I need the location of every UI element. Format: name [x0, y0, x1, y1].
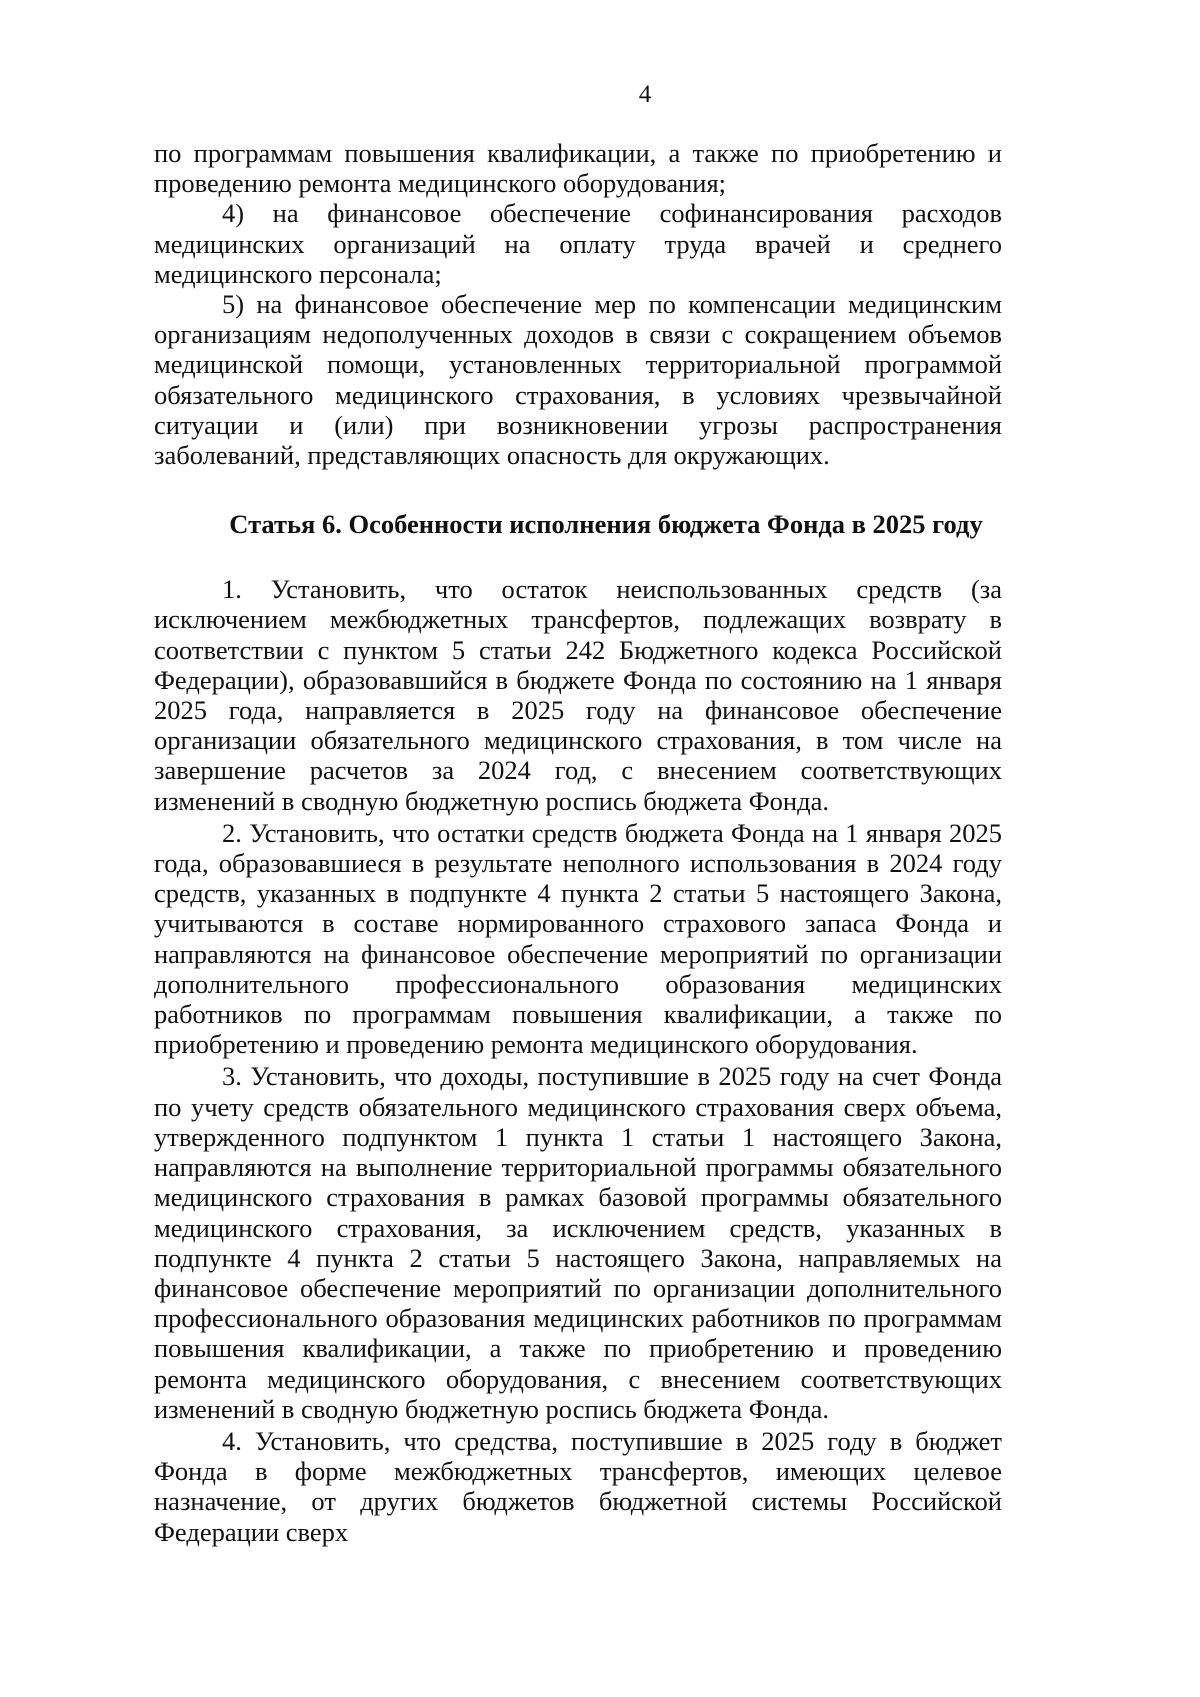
page-number: 4	[638, 81, 652, 108]
article-paragraph-3: 3. Установить, что доходы, поступившие в 2025 году на счет Фонда по учету средств обязательного медицинского страхования сверх объема, утвержденного подпунктом 1 пункта 1 статьи 1 настоящего Закона, направляются на выполнение территориальной программы обязательного медицинского страхования в рамках базовой программы обязательного медицинского страхования, за исключением средств, указанных в подпункте 4 пункта 2 статьи 5 настоящего Закона, направляемых на финансовое обеспечение мероприятий по организации дополнительного профессионального образования медицинских работников по программам повышения квалификации, а также по приобретению и проведению ремонта медицинского оборудования, с внесением соответствующих изменений в сводную бюджетную роспись бюджета Фонда.	[154, 1061, 1002, 1424]
article-heading: Статья 6. Особенности исполнения бюджета Фонда в 2025 году	[229, 509, 983, 540]
document-body	[154, 138, 1002, 1547]
article-paragraph-4: 4. Установить, что средства, поступившие в 2025 году в бюджет Фонда в форме межбюджетных трансфертов, имеющих целевое назначение, от других бюджетов бюджетной системы Российской Федерации сверх	[154, 1425, 1002, 1547]
article-paragraph-1: 1. Установить, что остаток неиспользованных средств (за исключением межбюджетных трансфертов, подлежащих возврату в соответствии с пунктом 5 статьи 242 Бюджетного кодекса Российской Федерации), образовавшийся в бюджете Фонда по состоянию на 1 января 2025 года, направляется в 2025 году на финансовое обеспечение организации обязательного медицинского страхования, в том числе на завершение расчетов за 2024 год, с внесением соответствующих изменений в сводную бюджетную роспись бюджета Фонда.	[154, 574, 1002, 816]
intro-paragraph-continuation: по программам повышения квалификации, а также по приобретению и проведению ремонта медицинского оборудования;	[154, 138, 1002, 199]
article-paragraph-2: 2. Установить, что остатки средств бюджета Фонда на 1 января 2025 года, образовавшиеся в результате неполного использования в 2024 году средств, указанных в подпункте 4 пункта 2 статьи 5 настоящего Закона, учитываются в составе нормированного страхового запаса Фонда и направляются на финансовое обеспечение мероприятий по организации дополнительного профессионального образования медицинских работников по программам повышения квалификации, а также по приобретению и проведению ремонта медицинского оборудования.	[154, 817, 1002, 1060]
intro-paragraph-item-5: 5) на финансовое обеспечение мер по компенсации медицинским организациям недополученных доходов в связи с сокращением объемов медицинской помощи, установленных территориальной программой обязательного медицинского страхования, в условиях чрезвычайной ситуации и (или) при возникновении угрозы распространения заболеваний, представляющих опасность для окружающих.	[154, 289, 1002, 471]
intro-paragraph-item-4: 4) на финансовое обеспечение софинансирования расходов медицинских организаций на оплату труда врачей и среднего медицинского персонала;	[154, 198, 1002, 289]
